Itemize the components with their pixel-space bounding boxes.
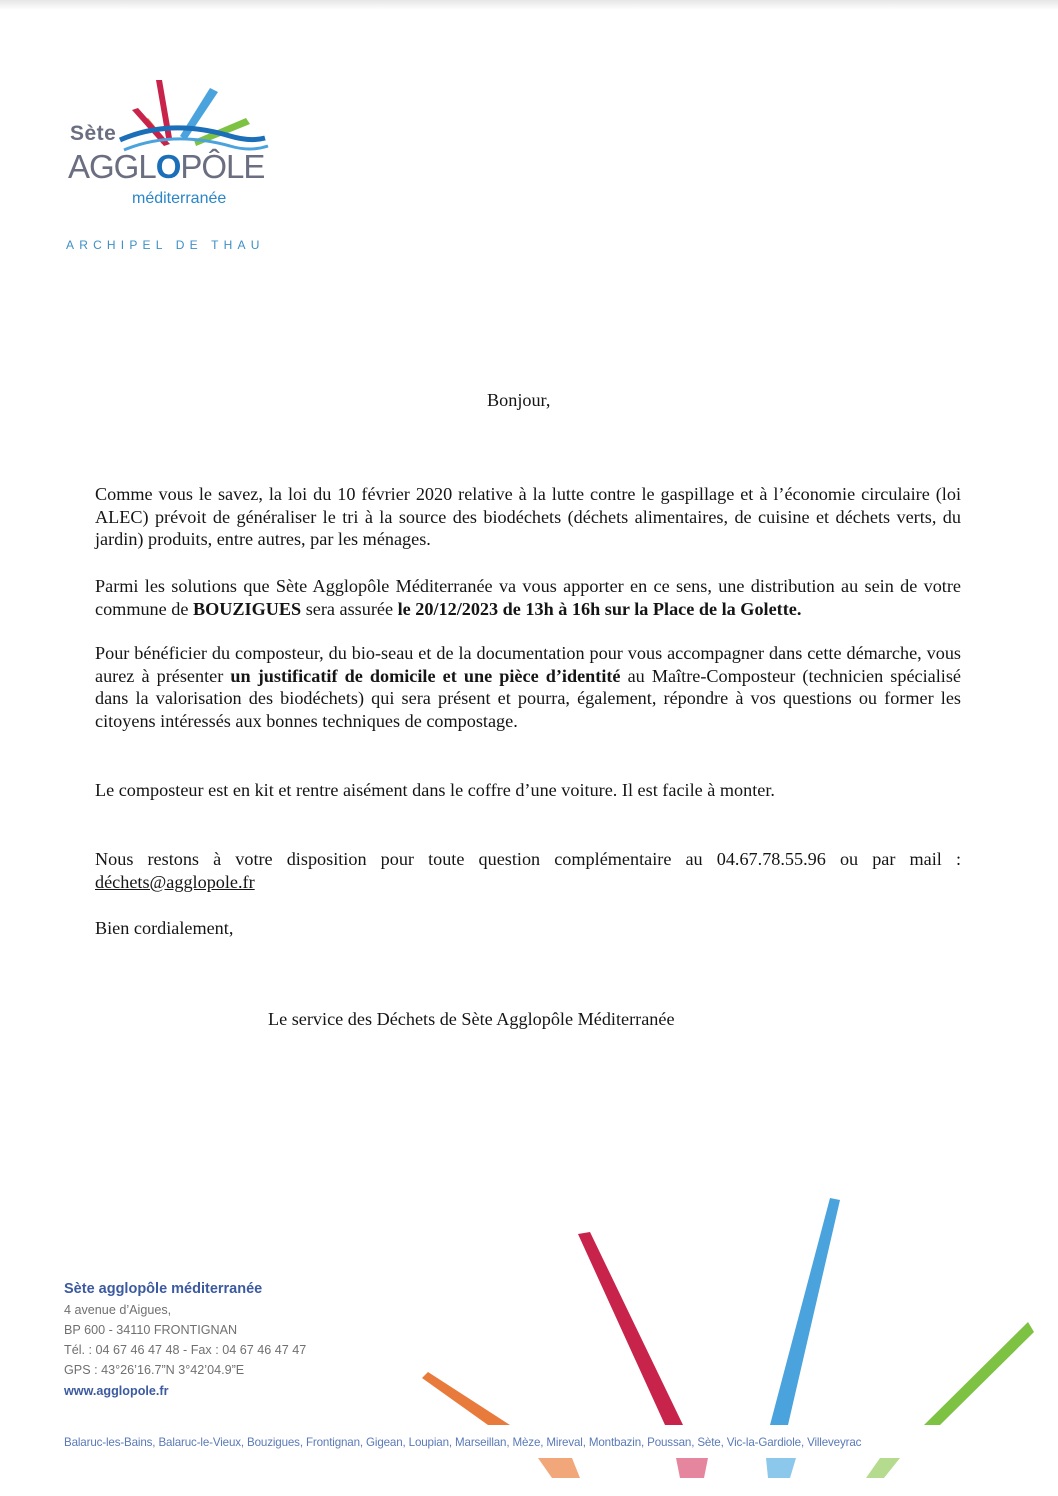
logo-agglopole-text: AGGLOPÔLE [68, 148, 265, 185]
footer-org-name: Sète agglopôle méditerranée [64, 1281, 263, 1297]
logo-mediterranee-text: méditerranée [132, 190, 227, 207]
footer-phone: Tél. : 04 67 46 47 48 - Fax : 04 67 46 47 47 [64, 1343, 307, 1357]
footer-website-link[interactable]: www.agglopole.fr [64, 1384, 169, 1398]
required-documents: un justificatif de domicile et une pièce d’identité [230, 665, 621, 686]
paragraph-law: Comme vous le savez, la loi du 10 février 2020 relative à la lutte contre le gaspillage et à l’économie circulaire (loi ALEC) prévoit de généraliser le tri à la source des biodéchets (déchets alimentaires, de cuisine et déchets verts, du jardin) produits, entre autres, par les ménages. [95, 484, 961, 550]
footer-address-line-2: BP 600 - 34110 FRONTIGNAN [64, 1323, 238, 1337]
signature: Le service des Déchets de Sète Agglopôle Méditerranée [268, 1009, 675, 1029]
footer-gps: GPS : 43°26’16.7”N 3°42’04.9”E [64, 1363, 245, 1377]
paragraph-requirements: Pour bénéficier du composteur, du bio-seau et de la documentation pour vous accompagner dans cette démarche, vous aurez à présenter un justificatif de domicile et une pièce d’identité au Maître-Composteur (technicien spécialisé dans la valorisation des biodéchets) qui sera présent et pourra, également, répondre à vos questions ou former les citoyens intéressés aux bonnes techniques de compostage. [95, 643, 961, 731]
commune-name: BOUZIGUES [192, 598, 302, 619]
footer-towns: Balaruc-les-Bains, Balaruc-le-Vieux, Bouzigues, Frontignan, Gigean, Loupian, Marseillan, Mèze, Mireval, Montbazin, Poussan, Sète, Vic-la-Gardiole, Villeveyrac [64, 1436, 862, 1449]
greeting: Bonjour, [487, 390, 551, 410]
paragraph-distribution: Parmi les solutions que Sète Agglopôle Méditerranée va vous apporter en ce sens, une distribution au sein de votre commune de BOUZIGUES sera assurée le 20/12/2023 de 13h à 16h sur la Place de la Golette. [95, 576, 961, 619]
email-link[interactable]: déchets@agglopole.fr [95, 871, 255, 892]
paragraph-kit: Le composteur est en kit et rentre aisément dans le coffre d’une voiture. Il est facile à monter. [95, 780, 775, 800]
closing: Bien cordialement, [95, 918, 234, 938]
logo-tagline: ARCHIPEL DE THAU [66, 238, 265, 252]
distribution-date: le 20/12/2023 de 13h à 16h sur la Place de la Golette. [397, 598, 802, 619]
paragraph-contact: Nous restons à votre disposition pour toute question complémentaire au 04.67.78.55.96 ou par mail : déchets@agglopole.fr [95, 849, 961, 892]
footer-address-line-1: 4 avenue d’Aigues, [64, 1303, 172, 1317]
logo-sete-text: Sète [70, 122, 117, 145]
